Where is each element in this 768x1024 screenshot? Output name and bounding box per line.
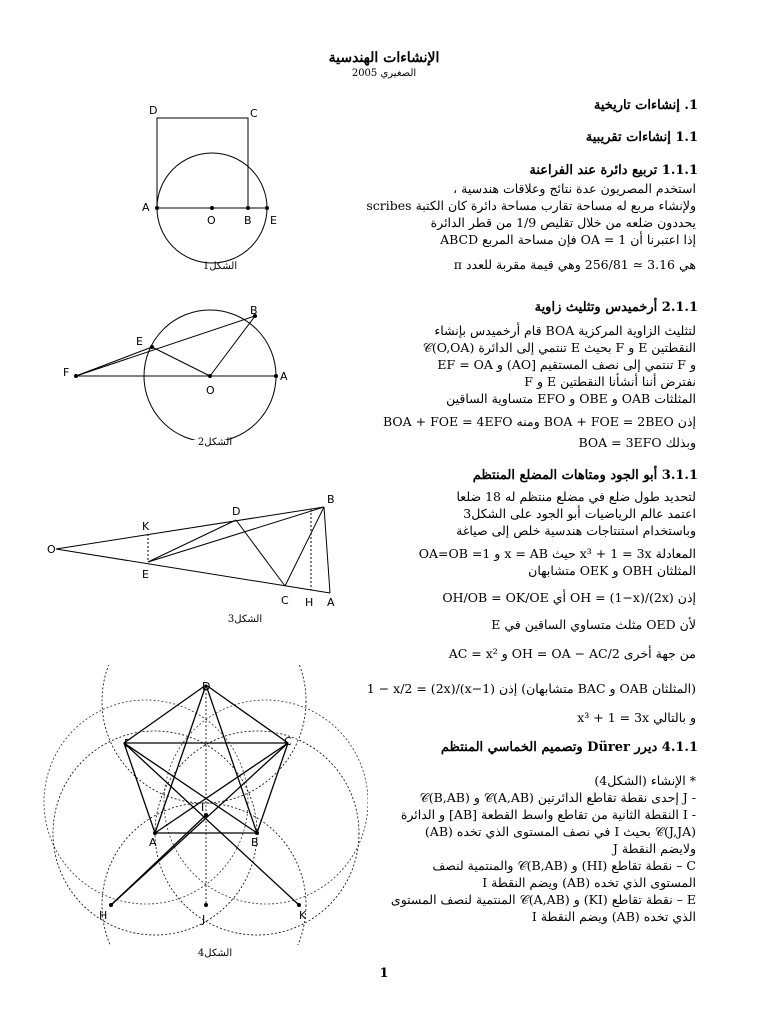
caption-fig2: الشكل2 xyxy=(197,437,233,448)
label-b: B xyxy=(251,836,259,849)
label-c: C xyxy=(250,107,258,120)
label-b: B xyxy=(327,493,335,506)
section-1-1-heading: 1.1 إنشاءات تقريبية xyxy=(585,130,698,145)
label-c: C xyxy=(284,735,292,748)
label-o: O xyxy=(206,384,215,397)
paragraph-2: لتثليث الزاوية المركزية BOA قام أرخميدس بإنشاء النقطتين E و F بحيث E تنتمي إلى الدائرة 𝒞(O,OA) و F تنتمي إلى نصف المستقيم [AO) و EF = OA نفترض أننا أنشأنا النقطتين E و F المثلثات OAB و OBE و EFO متساوية الساقين إذن BOA + FOE = 2BEO ومنه BOA + FOE = 4EFO وبذلك BOA = 3EFO xyxy=(382,323,696,450)
label-d: D xyxy=(232,505,241,518)
label-k: K xyxy=(142,520,150,533)
label-a: A xyxy=(327,596,335,609)
point-o xyxy=(210,206,214,210)
page-title: الإنشاءات الهندسية xyxy=(328,50,440,66)
label-d: D xyxy=(202,680,211,693)
caption-fig3: الشكل3 xyxy=(227,614,263,625)
paragraph-4: * الإنشاء (الشكل4) - J إحدى نقطة تقاطع الدائرتين 𝒞(A,AB) و 𝒞(B,AB) - I النقطة الثانية من تقاطع واسط القطعة [AB] و الدائرة 𝒞(J,JA) بحيث I في نصف المستوى الذي تخده (AB) ولايضم النقطة J C – نقطة تقاطع (HI) و 𝒞(B,AB) والمنتمية لنصف المستوى الذي تخده (AB) ويضم النقطة I E – نقطة تقاطع (KI) و 𝒞(A,AB) المنتمية لنصف المستوى الذي تخده (AB) ويضم النقطة I xyxy=(390,773,696,924)
label-e: E xyxy=(270,214,277,227)
label-d: D xyxy=(149,104,158,117)
section-1-heading: 1. إنشاءات تاريخية xyxy=(593,98,698,113)
point-a xyxy=(155,206,159,210)
label-e: E xyxy=(142,568,149,581)
figure-2 xyxy=(60,300,300,440)
label-a: A xyxy=(280,370,288,383)
label-h: H xyxy=(305,596,314,609)
label-c: C xyxy=(281,594,289,607)
label-b: B xyxy=(244,214,252,227)
section-1-1-1-heading: 1.1.1 تربيع دائرة عند الفراعنة xyxy=(529,163,698,178)
figure-1 xyxy=(130,100,300,270)
paragraph-1: استخدم المصريون عدة نتائج وعلاقات هندسية ، ولإنشاء مربع له مساحة تقارب مساحة دائرة كان الكتبة scribes يحددون ضلعه من خلال تقليص 1/9 من قطر الدائرة إذا اعتبرنا أن OA = 1 فإن مساحة المربع ABCD هي 3.16 ≃ 256/81 وهي قيمة مقربة للعدد π xyxy=(366,181,696,272)
label-e: E xyxy=(124,737,131,750)
label-a: A xyxy=(149,836,157,849)
label-j: J xyxy=(202,913,206,926)
label-e: E xyxy=(136,335,143,348)
section-2-1-1-heading: 2.1.1 أرخميدس وتثليث زاوية xyxy=(534,300,698,315)
section-3-1-1-heading: 3.1.1 أبو الجود ومتاهات المضلع المنتظم xyxy=(472,468,698,483)
page-number: 1 xyxy=(379,966,389,981)
caption-fig1: الشكل1 xyxy=(202,261,238,272)
label-i: I xyxy=(201,801,205,814)
label-o: O xyxy=(207,214,216,227)
page-subtitle: الصغيري 2005 xyxy=(351,68,417,79)
label-o: O xyxy=(47,543,56,556)
label-b: B xyxy=(250,304,258,317)
paragraph-3: لتحديد طول ضلع في مضلع منتظم له 18 ضلعا اعتمد عالم الرياضيات أبو الجود على الشكل3 وباستخدام استنتاجات هندسية خلص إلى صياغة المعادلة x³ + 1 = 3x حيث x = AB و OA=OB =1 المثلثان OBH و OEK متشابهان إذن OH = (1−x)/(2x) أي OH/OB = OK/OE لأن OED مثلث متساوي الساقين في E من جهة أخرى OH = OA − AC/2 و AC = x² (المثلثان OAB و BAC متشابهان) إذن (1−x)/(2x) = 1 − x/2 و بالتالي x³ + 1 = 3x xyxy=(366,489,696,725)
caption-fig4: الشكل4 xyxy=(197,948,233,959)
point-e xyxy=(265,206,269,210)
label-h: H xyxy=(99,909,108,922)
label-a: A xyxy=(142,201,150,214)
label-f: F xyxy=(63,366,70,379)
label-k: K xyxy=(299,909,307,922)
point-b xyxy=(246,206,250,210)
section-4-1-1-heading: 4.1.1 ديرر Dürer وتصميم الخماسي المنتظم xyxy=(440,740,698,755)
